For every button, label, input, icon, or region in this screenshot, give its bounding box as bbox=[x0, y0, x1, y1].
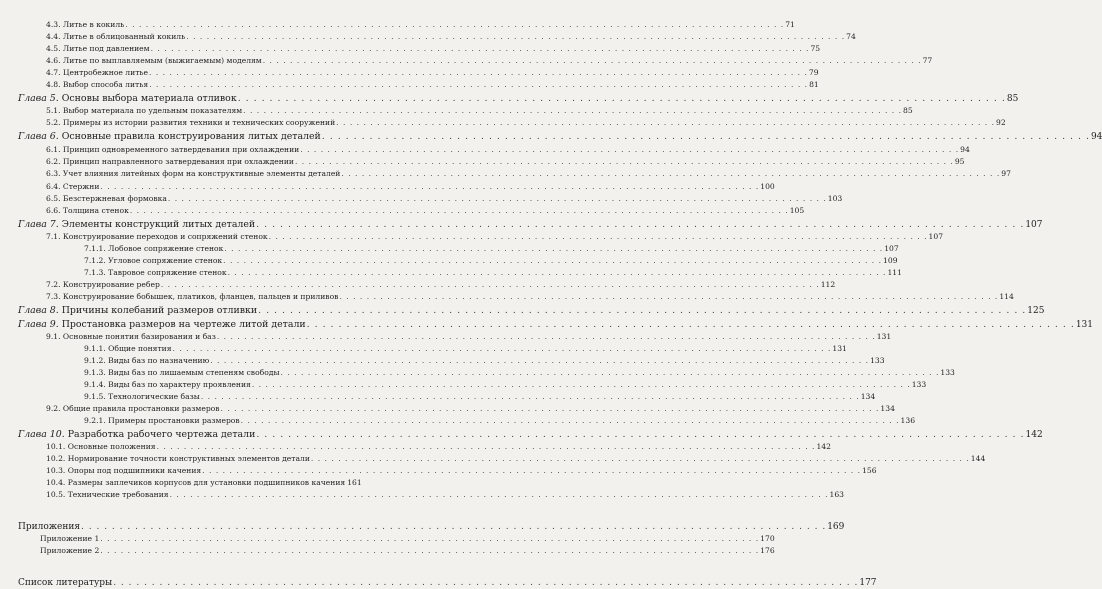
page-number: 107 bbox=[1025, 220, 1043, 230]
page-number: 94 bbox=[960, 145, 970, 154]
page-number: 133 bbox=[870, 356, 885, 365]
chapter-label: Глава 7. bbox=[18, 219, 59, 230]
toc-entry-row bbox=[0, 521, 845, 533]
toc-entry-row bbox=[0, 415, 916, 427]
dot-leader bbox=[223, 255, 882, 267]
chapter-label: Глава 9. bbox=[18, 319, 59, 330]
dot-leader bbox=[224, 243, 883, 255]
page-number: 75 bbox=[810, 44, 821, 53]
toc-entry-title: 7.1. Конструирование переходов и сопряжений стенок bbox=[46, 232, 268, 241]
toc-chapter-row bbox=[0, 131, 1102, 143]
dot-leader bbox=[300, 144, 959, 156]
toc-entry-title: Приложения bbox=[18, 522, 81, 532]
toc-entry-title: 6.4. Стержни bbox=[46, 182, 100, 191]
chapter-label: Глава 10. bbox=[18, 429, 65, 440]
dot-leader bbox=[256, 219, 1024, 231]
page-number: 163 bbox=[829, 490, 844, 499]
toc-entry-title: 10.4. Размеры заплечиков корпусов для установки подшипников качения bbox=[46, 478, 346, 487]
dot-leader bbox=[252, 379, 911, 391]
toc-entry-row bbox=[0, 545, 775, 557]
page-number: 134 bbox=[860, 392, 876, 401]
toc-entry-title: 4.8. Выбор способа литья bbox=[46, 80, 149, 89]
dot-leader bbox=[322, 131, 1090, 143]
page-number: 133 bbox=[940, 368, 955, 377]
page-number: 74 bbox=[846, 32, 856, 41]
toc-entry-row bbox=[0, 477, 362, 489]
toc-entry-title: 4.7. Центробежное литье bbox=[46, 68, 149, 77]
toc-entry-row bbox=[0, 243, 899, 255]
chapter-title: Основные правила конструирования литых деталей bbox=[61, 131, 321, 142]
dot-leader bbox=[241, 415, 900, 427]
page-number: 111 bbox=[887, 268, 902, 277]
toc-entry-title: 6.5. Безстержневая формовка bbox=[46, 194, 167, 203]
toc-entry-title: Приложение 1 bbox=[40, 534, 100, 543]
dot-leader bbox=[217, 331, 876, 343]
toc-entry-title: Список литературы bbox=[18, 578, 113, 588]
toc-entry-row bbox=[0, 55, 933, 67]
toc-entry-row bbox=[0, 379, 927, 391]
toc-chapter-row bbox=[0, 219, 1043, 231]
toc-entry-row bbox=[0, 31, 856, 43]
dot-leader bbox=[263, 55, 922, 67]
toc-entry-row bbox=[0, 267, 902, 279]
dot-leader bbox=[149, 79, 808, 91]
page-number: 114 bbox=[999, 292, 1014, 301]
page-number: 131 bbox=[876, 332, 892, 341]
toc-entry-title bbox=[18, 319, 306, 331]
page-number: 105 bbox=[789, 206, 805, 215]
page-number: 85 bbox=[1006, 94, 1019, 104]
toc-entry-row bbox=[0, 343, 847, 355]
page-number: 177 bbox=[859, 578, 877, 588]
dot-leader bbox=[258, 305, 1026, 317]
dot-leader bbox=[311, 453, 970, 465]
toc-entry-title: 9.1.3. Виды баз по лишаемым степеням свободы bbox=[84, 368, 280, 377]
toc-entry-row bbox=[0, 441, 831, 453]
toc-entry-title: 9.1. Основные понятия базирования и баз bbox=[46, 332, 216, 341]
chapter-title: Элементы конструкций литых деталей bbox=[61, 219, 256, 230]
toc-entry-title: 9.1.4. Виды баз по характеру проявления bbox=[84, 380, 251, 389]
toc-entry-title bbox=[18, 305, 257, 317]
toc-entry-title: Приложение 2 bbox=[40, 546, 100, 555]
dot-leader bbox=[161, 279, 820, 291]
dot-leader bbox=[130, 205, 789, 217]
dot-leader bbox=[125, 19, 784, 31]
page-number: 142 bbox=[1025, 430, 1043, 440]
toc-entry-title: 9.2. Общие правила простановки размеров bbox=[46, 404, 220, 413]
dot-leader bbox=[173, 343, 832, 355]
toc-entry-row bbox=[0, 291, 1014, 303]
page-number: 100 bbox=[760, 182, 775, 191]
chapter-label: Глава 5. bbox=[18, 93, 59, 104]
toc-entry-title: 5.1. Выбор материала по удельным показателям bbox=[46, 106, 243, 115]
page-number: 136 bbox=[900, 416, 916, 425]
toc-entry-title bbox=[18, 219, 255, 231]
dot-leader bbox=[201, 391, 860, 403]
toc-entry-title: 4.4. Литье в облицованный кокиль bbox=[46, 32, 186, 41]
page-number: 170 bbox=[760, 534, 775, 543]
toc-entry-title: 6.2. Принцип направленного затвердевания при охлаждении bbox=[46, 157, 294, 166]
page-number: 94 bbox=[1090, 132, 1102, 142]
toc-entry-title: 7.1.1. Лобовое сопряжение стенок bbox=[84, 244, 224, 253]
toc-entry-row bbox=[0, 577, 877, 589]
toc-entry-row bbox=[0, 43, 821, 55]
chapter-title: Причины колебаний размеров отливки bbox=[61, 305, 258, 316]
dot-leader bbox=[238, 93, 1006, 105]
page-number: 131 bbox=[1075, 320, 1093, 330]
toc-entry-title: 6.3. Учет влияния литейных форм на конструктивные элементы деталей bbox=[46, 169, 341, 178]
dot-leader bbox=[341, 168, 1000, 180]
toc-entry-row bbox=[0, 193, 843, 205]
toc-chapter-row bbox=[0, 93, 1019, 105]
toc-entry-title: 4.5. Литье под давлением bbox=[46, 44, 150, 53]
page-number: 112 bbox=[820, 280, 836, 289]
dot-leader bbox=[202, 465, 861, 477]
toc-entry-title: 7.2. Конструирование ребер bbox=[46, 280, 160, 289]
toc-entry-title: 10.1. Основные положения bbox=[46, 442, 156, 451]
chapter-title: Простановка размеров на чертеже литой детали bbox=[61, 319, 306, 330]
page-number: 81 bbox=[809, 80, 819, 89]
dot-leader bbox=[168, 193, 827, 205]
toc-entry-title: 10.5. Технические требования bbox=[46, 490, 169, 499]
toc-chapter-row bbox=[0, 305, 1045, 317]
toc-entry-row bbox=[0, 465, 877, 477]
toc-entry-row bbox=[0, 67, 819, 79]
dot-leader bbox=[100, 533, 759, 545]
page-number: 77 bbox=[922, 56, 933, 65]
chapter-title: Основы выбора материала отливок bbox=[61, 93, 237, 104]
dot-leader bbox=[295, 156, 954, 168]
toc-entry-row bbox=[0, 355, 885, 367]
chapter-label: Глава 8. bbox=[18, 305, 59, 316]
page-number: 134 bbox=[880, 404, 895, 413]
dot-leader bbox=[186, 31, 845, 43]
page-number: 71 bbox=[785, 20, 795, 29]
toc-entry-title: 5.2. Примеры из истории развития техники и технических сооружений bbox=[46, 118, 336, 127]
toc-entry-row bbox=[0, 403, 895, 415]
toc-entry-title: 6.6. Толщина стенок bbox=[46, 206, 129, 215]
page-number: 133 bbox=[911, 380, 927, 389]
toc-entry-title: 4.6. Литье по выплавляемым (выжигаемым) моделям bbox=[46, 56, 262, 65]
toc-entry-row bbox=[0, 279, 836, 291]
toc-entry-title: 9.1.2. Виды баз по назначению bbox=[84, 356, 210, 365]
toc-chapter-row bbox=[0, 319, 1093, 331]
dot-leader bbox=[210, 355, 869, 367]
toc-entry-row bbox=[0, 391, 876, 403]
dot-leader bbox=[221, 403, 880, 415]
dot-leader bbox=[113, 577, 858, 589]
dot-leader bbox=[157, 441, 816, 453]
toc-entry-row bbox=[0, 181, 775, 193]
toc-entry-row bbox=[0, 79, 819, 91]
dot-leader bbox=[256, 429, 1024, 441]
toc-entry-title bbox=[18, 131, 321, 143]
toc-entry-row bbox=[0, 255, 898, 267]
page-number: 79 bbox=[808, 68, 819, 77]
dot-leader bbox=[228, 267, 887, 279]
toc-entry-row bbox=[0, 533, 775, 545]
toc-entry-title bbox=[18, 429, 255, 441]
page-number: 103 bbox=[827, 194, 843, 203]
dot-leader bbox=[339, 291, 998, 303]
toc-entry-title: 7.3. Конструирование бобышек, платиков, фланцев, пальцев и приливов bbox=[46, 292, 339, 301]
dot-leader bbox=[100, 181, 759, 193]
page-number: 161 bbox=[347, 478, 362, 487]
dot-leader bbox=[100, 545, 759, 557]
toc-entry-title: 10.3. Опоры под подшипники качения bbox=[46, 466, 202, 475]
page-number: 107 bbox=[884, 244, 899, 253]
toc-entry-title bbox=[18, 93, 237, 105]
dot-leader bbox=[281, 367, 940, 379]
page-number: 92 bbox=[996, 118, 1006, 127]
page-number: 176 bbox=[760, 546, 775, 555]
dot-leader bbox=[151, 43, 810, 55]
dot-leader bbox=[243, 105, 902, 117]
page-number: 125 bbox=[1027, 306, 1045, 316]
dot-leader bbox=[170, 489, 829, 501]
dot-leader bbox=[149, 67, 808, 79]
toc-entry-row bbox=[0, 231, 944, 243]
toc-entry-row bbox=[0, 144, 970, 156]
page-number: 142 bbox=[816, 442, 831, 451]
page-number: 109 bbox=[883, 256, 898, 265]
toc-entry-row bbox=[0, 19, 795, 31]
toc-entry-title: 9.2.1. Примеры простановки размеров bbox=[84, 416, 240, 425]
page-number: 144 bbox=[970, 454, 986, 463]
page-number: 97 bbox=[1001, 169, 1011, 178]
toc-entry-row bbox=[0, 105, 913, 117]
chapter-title: Разработка рабочего чертежа детали bbox=[67, 429, 256, 440]
toc-entry-row bbox=[0, 117, 1006, 129]
page-number: 156 bbox=[862, 466, 877, 475]
toc-entry-row bbox=[0, 156, 965, 168]
chapter-label: Глава 6. bbox=[18, 131, 59, 142]
page-number: 169 bbox=[827, 522, 845, 532]
dot-leader bbox=[269, 231, 928, 243]
page-number: 95 bbox=[954, 157, 965, 166]
toc-entry-title: 9.1.5. Технологические базы bbox=[84, 392, 200, 401]
dot-leader bbox=[81, 521, 826, 533]
page-number: 85 bbox=[903, 106, 913, 115]
toc-entry-row bbox=[0, 168, 1011, 180]
dot-leader bbox=[307, 319, 1075, 331]
toc-entry-title: 4.3. Литье в кокиль bbox=[46, 20, 125, 29]
toc-entry-title: 7.1.3. Тавровое сопряжение стенок bbox=[84, 268, 227, 277]
toc-entry-row bbox=[0, 453, 986, 465]
toc-entry-title: 9.1.1. Общие понятия bbox=[84, 344, 172, 353]
toc-entry-title: 6.1. Принцип одновременного затвердевания при охлаждении bbox=[46, 145, 300, 154]
toc-entry-row bbox=[0, 331, 892, 343]
dot-leader bbox=[336, 117, 995, 129]
toc-entry-row bbox=[0, 367, 955, 379]
toc-chapter-row bbox=[0, 429, 1043, 441]
page-number: 107 bbox=[928, 232, 944, 241]
page-number: 131 bbox=[832, 344, 847, 353]
toc-entry-title: 10.2. Нормирование точности конструктивных элементов детали bbox=[46, 454, 310, 463]
toc-entry-row bbox=[0, 205, 805, 217]
toc-entry-title: 7.1.2. Угловое сопряжение стенок bbox=[84, 256, 223, 265]
toc-entry-row bbox=[0, 489, 844, 501]
